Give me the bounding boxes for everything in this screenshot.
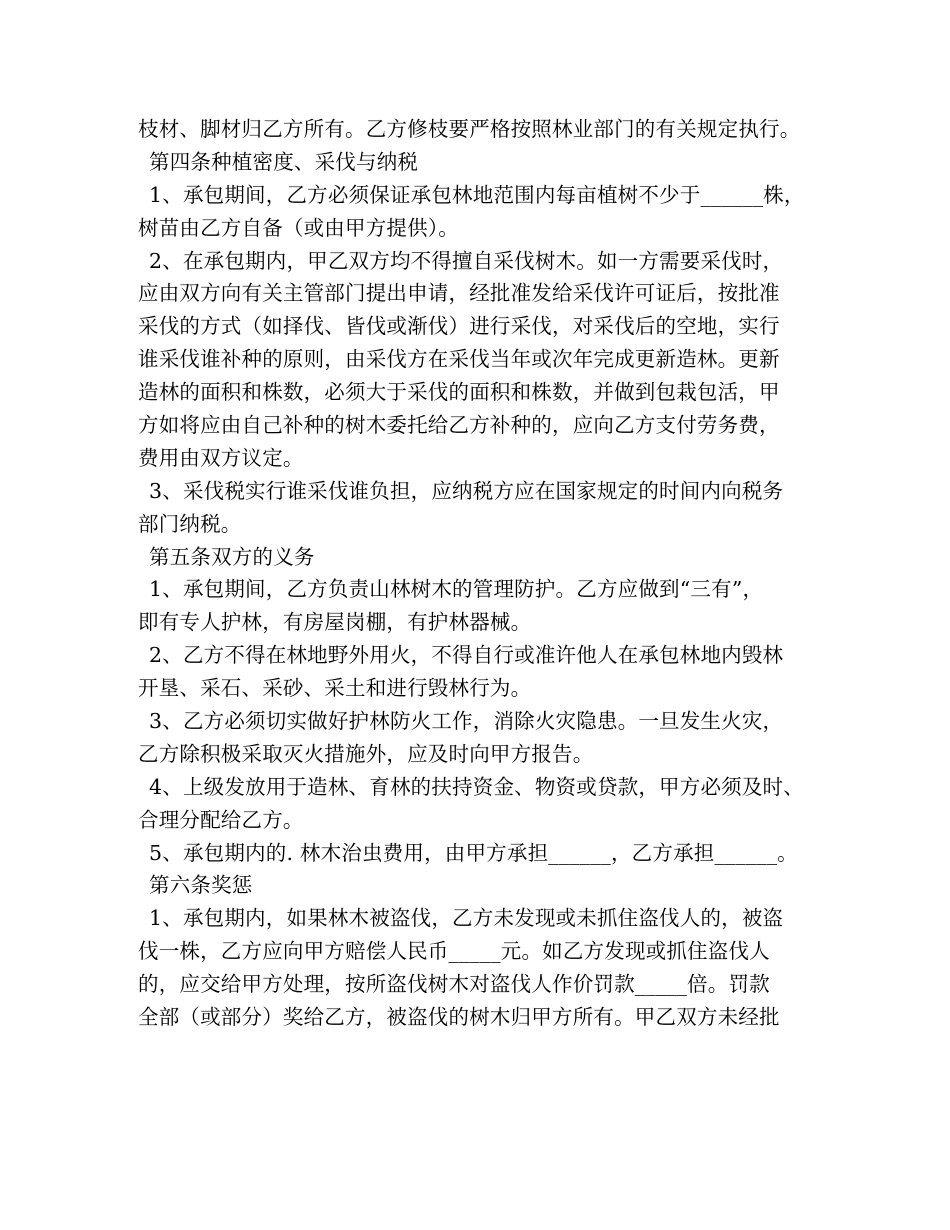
text-line: 1、承包期间，乙方负责山林树木的管理防护。乙方应做到“三有”， (149, 577, 764, 602)
text-line: 4、上级发放用于造林、育林的扶持资金、物资或贷款，甲方必须及时、 (149, 774, 804, 799)
text-line: 即有专人护林，有房屋岗棚，有护林器械。 (138, 610, 532, 635)
text-line: 1、承包期内，如果林木被盗伐，乙方未发现或未抓住盗伐人的，被盗 (149, 906, 784, 931)
text-line: 3、采伐税实行谁采伐谁负担，应纳税方应在国家规定的时间内向税务 (149, 478, 784, 503)
text-line: 乙方除积极采取灭火措施外，应及时向甲方报告。 (138, 741, 594, 766)
text-line: 合理分配给乙方。 (138, 807, 304, 832)
document-body (138, 113, 838, 1034)
text-line: 应由双方向有关主管部门提出申请，经批准发给采伐许可证后，按批准 (138, 281, 780, 306)
text-line: 树苗由乙方自备（或由甲方提供）。 (138, 215, 459, 240)
text-line: 伐一株，乙方应向甲方赔偿人民币_____元。如乙方发现或抓住盗伐人 (138, 939, 770, 964)
text-line: 第五条双方的义务 (149, 544, 315, 569)
text-line: 1、承包期间，乙方必须保证承包林地范围内每亩植树不少于______株， (149, 182, 805, 207)
text-line: 5、承包期内的. 林木治虫费用，由甲方承担______，乙方承担______。 (149, 840, 798, 865)
text-line: 全部（或部分）奖给乙方，被盗伐的树木归甲方所有。甲乙双方未经批 (138, 1005, 780, 1030)
text-line: 的，应交给甲方处理，按所盗伐树木对盗伐人作价罚款_____倍。罚款 (138, 972, 770, 997)
text-line: 2、在承包期内，甲乙双方均不得擅自采伐树木。如一方需要采伐时， (149, 248, 784, 273)
text-line: 2、乙方不得在林地野外用火，不得自行或准许他人在承包林地内毁林 (149, 643, 784, 668)
text-line: 3、乙方必须切实做好护林防火工作，消除火灾隐患。一旦发生火灾， (149, 709, 784, 734)
text-line: 造林的面积和株数，必须大于采伐的面积和株数，并做到包栽包活，甲 (138, 380, 780, 405)
text-line: 谁采伐谁补种的原则，由采伐方在采伐当年或次年完成更新造林。更新 (138, 347, 780, 372)
text-line: 开垦、采石、采砂、采土和进行毁林行为。 (138, 676, 532, 701)
text-line: 费用由双方议定。 (138, 445, 304, 470)
text-line: 枝材、脚材归乙方所有。乙方修枝要严格按照林业部门的有关规定执行。 (138, 117, 801, 141)
text-line: 第六条奖惩 (149, 873, 253, 898)
text-line: 第四条种植密度、采伐与纳税 (149, 149, 419, 174)
text-line: 方如将应由自己补种的树木委托给乙方补种的，应向乙方支付劳务费， (138, 413, 780, 438)
text-line: 部门纳税。 (138, 511, 242, 536)
text-line: 采伐的方式（如择伐、皆伐或渐伐）进行采伐，对采伐后的空地，实行 (138, 314, 780, 339)
